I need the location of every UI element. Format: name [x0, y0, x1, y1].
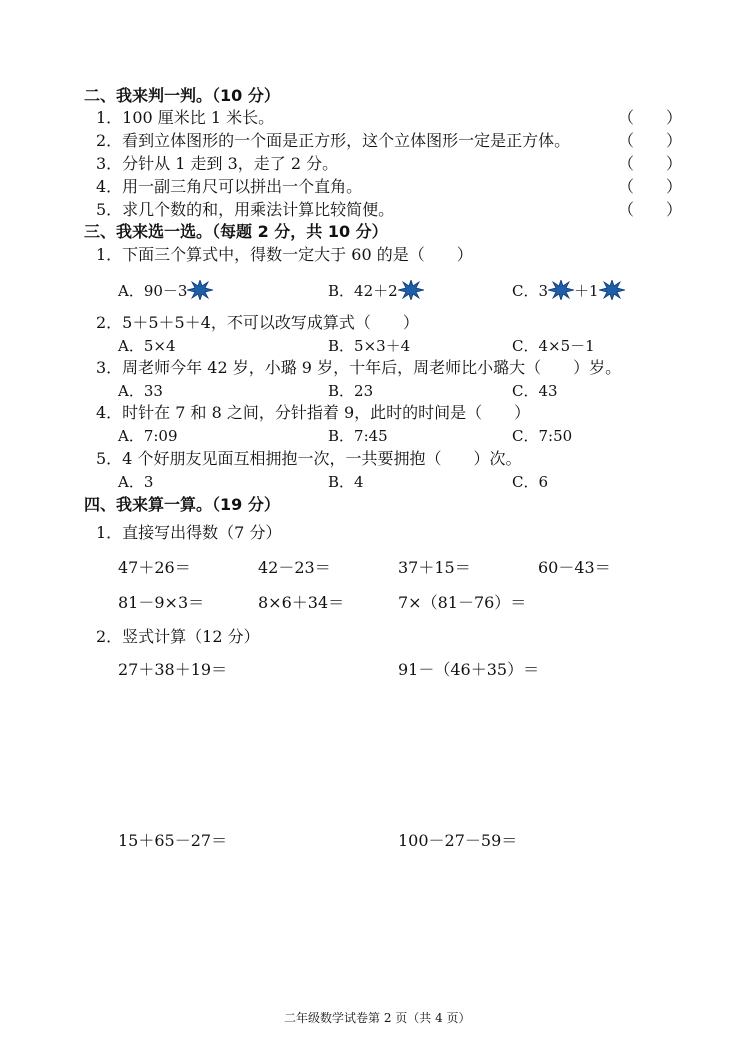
choice-q2-option-c[interactable]: C．4×5－1: [512, 337, 595, 355]
oral-calc-expression: 37＋15＝: [398, 558, 471, 577]
choice-q3-option-c[interactable]: C．43: [512, 382, 558, 400]
choice-q4-option-c[interactable]: C．7:50: [512, 427, 573, 445]
answer-paren-5[interactable]: （ ）: [618, 200, 683, 219]
answer-paren-2[interactable]: （ ）: [618, 131, 683, 150]
choice-q4-option-a[interactable]: A．7:09: [118, 427, 178, 445]
calc-part1-title: 1．直接写出得数（7 分）: [96, 523, 282, 542]
oral-calc-expression: 7×（81－76）＝: [398, 593, 527, 612]
blot-star-icon: [548, 280, 574, 300]
vertical-calc-expression: 91－（46＋35）＝: [398, 660, 540, 679]
judge-item-5: 5．求几个数的和，用乘法计算比较简便。: [96, 200, 395, 219]
judge-item-3: 3．分针从 1 走到 3，走了 2 分。: [96, 154, 339, 173]
section2-title: 二、我来判一判。（10 分）: [84, 86, 280, 105]
choice-q1-option-b[interactable]: B．42＋2: [328, 280, 424, 301]
judge-item-2: 2．看到立体图形的一个面是正方形，这个立体图形一定是正方体。: [96, 131, 571, 150]
choice-q1-option-c[interactable]: C．3 ＋1: [512, 280, 625, 301]
oral-calc-expression: 47＋26＝: [118, 558, 191, 577]
calc-part2-title: 2．竖式计算（12 分）: [96, 627, 260, 646]
judge-item-4: 4．用一副三角尺可以拼出一个直角。: [96, 177, 363, 196]
vertical-calc-expression: 27＋38＋19＝: [118, 660, 228, 679]
section4-title: 四、我来算一算。（19 分）: [84, 495, 280, 514]
choice-q2-option-a[interactable]: A．5×4: [118, 337, 176, 355]
page-footer: 二年级数学试卷第 2 页（共 4 页）: [284, 1011, 471, 1025]
choice-q1-option-a[interactable]: A．90－3: [118, 280, 213, 301]
choice-q3-stem: 3．周老师今年 42 岁，小璐 9 岁，十年后，周老师比小璐大（ ）岁。: [96, 358, 622, 377]
section3-title: 三、我来选一选。（每题 2 分，共 10 分）: [84, 222, 388, 241]
blot-star-icon: [187, 280, 213, 300]
judge-item-1: 1．100 厘米比 1 米长。: [96, 108, 275, 127]
oral-calc-expression: 42－23＝: [258, 558, 331, 577]
answer-paren-3[interactable]: （ ）: [618, 154, 683, 173]
choice-q4-stem: 4．时针在 7 和 8 之间，分针指着 9，此时的时间是（ ）: [96, 403, 531, 422]
oral-calc-expression: 60－43＝: [538, 558, 611, 577]
choice-q2-option-b[interactable]: B．5×3＋4: [328, 337, 411, 355]
vertical-calc-expression: 15＋65－27＝: [118, 831, 228, 850]
answer-paren-1[interactable]: （ ）: [618, 108, 683, 127]
blot-star-icon: [398, 280, 424, 300]
choice-q3-option-b[interactable]: B．23: [328, 382, 374, 400]
oral-calc-expression: 81－9×3＝: [118, 593, 205, 612]
choice-q1-stem: 1．下面三个算式中，得数一定大于 60 的是（ ）: [96, 245, 473, 264]
choice-q4-option-b[interactable]: B．7:45: [328, 427, 388, 445]
choice-q3-option-a[interactable]: A．33: [118, 382, 163, 400]
choice-q2-stem: 2．5＋5＋5＋4，不可以改写成算式（ ）: [96, 313, 419, 332]
blot-star-icon: [599, 280, 625, 300]
choice-q5-stem: 5．4 个好朋友见面互相拥抱一次，一共要拥抱（ ）次。: [96, 449, 522, 468]
choice-q5-option-a[interactable]: A．3: [118, 473, 154, 491]
vertical-calc-expression: 100－27－59＝: [398, 831, 518, 850]
choice-q5-option-b[interactable]: B．4: [328, 473, 364, 491]
answer-paren-4[interactable]: （ ）: [618, 177, 683, 196]
oral-calc-expression: 8×6＋34＝: [258, 593, 345, 612]
choice-q5-option-c[interactable]: C．6: [512, 473, 549, 491]
